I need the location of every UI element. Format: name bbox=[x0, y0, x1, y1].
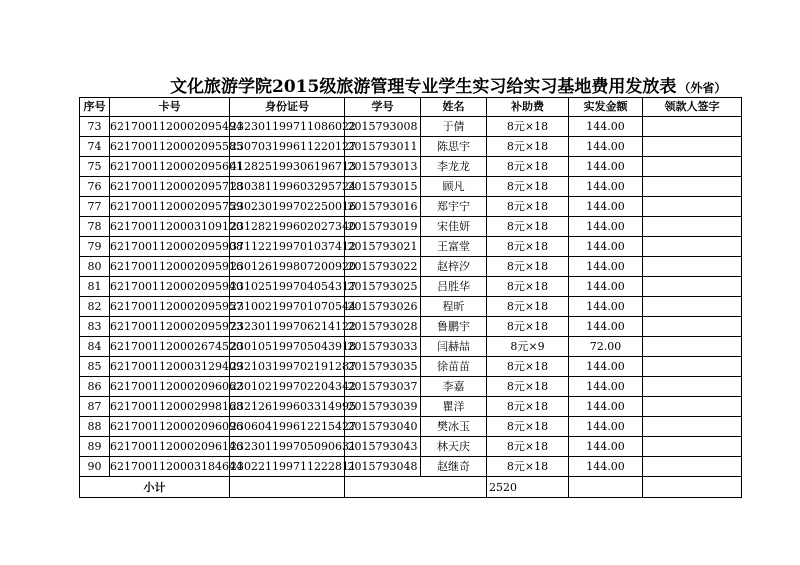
cell-name: 宋佳妍 bbox=[421, 217, 487, 237]
cell-subsidy: 8元×18 bbox=[487, 137, 569, 157]
cell-card: 6217001120002095494 bbox=[110, 117, 230, 137]
cell-amount: 144.00 bbox=[569, 417, 643, 437]
table-row bbox=[80, 177, 742, 197]
header-id: 身份证号 bbox=[230, 98, 345, 117]
cell-subsidy: 8元×18 bbox=[487, 417, 569, 437]
cell-id: 230604199612215427 bbox=[230, 417, 345, 437]
cell-name: 李嘉 bbox=[421, 377, 487, 397]
cell-subsidy: 8元×18 bbox=[487, 297, 569, 317]
cell-name: 王富堂 bbox=[421, 237, 487, 257]
cell-subsidy: 8元×18 bbox=[487, 257, 569, 277]
cell-sid: 2015793021 bbox=[345, 237, 421, 257]
cell-subsidy: 8元×18 bbox=[487, 117, 569, 137]
total-empty-4 bbox=[643, 477, 742, 498]
cell-id: 232301199706214122 bbox=[230, 317, 345, 337]
total-label: 小计 bbox=[80, 477, 230, 498]
cell-name: 李龙龙 bbox=[421, 157, 487, 177]
cell-sid: 2015793013 bbox=[345, 157, 421, 177]
cell-name: 吕胜华 bbox=[421, 277, 487, 297]
cell-card: 6217001120002095718 bbox=[110, 177, 230, 197]
cell-no: 88 bbox=[80, 417, 110, 437]
cell-amount: 144.00 bbox=[569, 357, 643, 377]
table-row bbox=[80, 217, 742, 237]
cell-subsidy: 8元×18 bbox=[487, 317, 569, 337]
cell-card: 6217001120003109120 bbox=[110, 217, 230, 237]
cell-card: 6217001120002095601 bbox=[110, 157, 230, 177]
cell-sid: 2015793019 bbox=[345, 217, 421, 237]
cell-id: 230381199603295724 bbox=[230, 177, 345, 197]
cell-name: 陈思宇 bbox=[421, 137, 487, 157]
cell-subsidy: 8元×18 bbox=[487, 397, 569, 417]
cell-card: 6217001120002998168 bbox=[110, 397, 230, 417]
cell-amount: 144.00 bbox=[569, 117, 643, 137]
cell-amount: 144.00 bbox=[569, 317, 643, 337]
cell-no: 81 bbox=[80, 277, 110, 297]
table-row bbox=[80, 317, 742, 337]
cell-sign bbox=[643, 197, 742, 217]
cell-card: 6217001120002096096 bbox=[110, 417, 230, 437]
cell-sid: 2015793016 bbox=[345, 197, 421, 217]
cell-amount: 144.00 bbox=[569, 197, 643, 217]
cell-sign bbox=[643, 337, 742, 357]
title-main: 文化旅游学院2015级旅游管理专业学生实习给实习基地费用发放表 bbox=[170, 77, 677, 97]
table-row bbox=[80, 257, 742, 277]
total-empty-1 bbox=[230, 477, 345, 498]
cell-card: 6217001120002095759 bbox=[110, 197, 230, 217]
header-amount: 实发金额 bbox=[569, 98, 643, 117]
title-suffix: （外省） bbox=[678, 81, 727, 95]
cell-id: 231282199602027340 bbox=[230, 217, 345, 237]
cell-subsidy: 8元×18 bbox=[487, 217, 569, 237]
cell-amount: 144.00 bbox=[569, 237, 643, 257]
cell-subsidy: 8元×18 bbox=[487, 197, 569, 217]
cell-name: 顾凡 bbox=[421, 177, 487, 197]
cell-sign bbox=[643, 257, 742, 277]
cell-sid: 2015793040 bbox=[345, 417, 421, 437]
cell-sid: 2015793025 bbox=[345, 277, 421, 297]
cell-subsidy: 8元×18 bbox=[487, 457, 569, 477]
cell-card: 6217001120002096146 bbox=[110, 437, 230, 457]
cell-sign bbox=[643, 157, 742, 177]
cell-subsidy: 8元×18 bbox=[487, 237, 569, 257]
cell-subsidy: 8元×18 bbox=[487, 157, 569, 177]
cell-no: 74 bbox=[80, 137, 110, 157]
cell-no: 84 bbox=[80, 337, 110, 357]
cell-sid: 2015793022 bbox=[345, 257, 421, 277]
header-card: 卡号 bbox=[110, 98, 230, 117]
cell-no: 75 bbox=[80, 157, 110, 177]
table-row bbox=[80, 157, 742, 177]
cell-id: 232301199711086022 bbox=[230, 117, 345, 137]
cell-sid: 2015793033 bbox=[345, 337, 421, 357]
total-row bbox=[80, 477, 742, 498]
cell-subsidy: 8元×18 bbox=[487, 357, 569, 377]
cell-sid: 2015793008 bbox=[345, 117, 421, 137]
cell-card: 6217001120002674520 bbox=[110, 337, 230, 357]
cell-subsidy: 8元×9 bbox=[487, 337, 569, 357]
cell-sid: 2015793011 bbox=[345, 137, 421, 157]
cell-id: 230105199705043918 bbox=[230, 337, 345, 357]
table-row bbox=[80, 237, 742, 257]
cell-amount: 144.00 bbox=[569, 377, 643, 397]
cell-card: 6217001120003129409 bbox=[110, 357, 230, 377]
cell-subsidy: 8元×18 bbox=[487, 377, 569, 397]
cell-sid: 2015793015 bbox=[345, 177, 421, 197]
cell-sign bbox=[643, 437, 742, 457]
cell-name: 鲁鹏宇 bbox=[421, 317, 487, 337]
cell-sign bbox=[643, 117, 742, 137]
cell-no: 83 bbox=[80, 317, 110, 337]
table-row bbox=[80, 197, 742, 217]
cell-card: 6217001120002095957 bbox=[110, 297, 230, 317]
header-sid: 学号 bbox=[345, 98, 421, 117]
table-row bbox=[80, 437, 742, 457]
cell-amount: 144.00 bbox=[569, 397, 643, 417]
table-row bbox=[80, 397, 742, 417]
cell-sign bbox=[643, 417, 742, 437]
cell-card: 6217001120002095973 bbox=[110, 317, 230, 337]
cell-name: 闫赫喆 bbox=[421, 337, 487, 357]
cell-sid: 2015793039 bbox=[345, 397, 421, 417]
cell-sid: 2015793035 bbox=[345, 357, 421, 377]
total-empty-3 bbox=[569, 477, 643, 498]
cell-name: 郑宇宁 bbox=[421, 197, 487, 217]
cell-sign bbox=[643, 397, 742, 417]
table-row bbox=[80, 417, 742, 437]
cell-name: 瞿洋 bbox=[421, 397, 487, 417]
cell-no: 82 bbox=[80, 297, 110, 317]
header-subsidy: 补助费 bbox=[487, 98, 569, 117]
header-row bbox=[80, 98, 742, 117]
cell-name: 程昕 bbox=[421, 297, 487, 317]
header-sign: 领款人签字 bbox=[643, 98, 742, 117]
cell-card: 6217001120002095940 bbox=[110, 277, 230, 297]
cell-no: 73 bbox=[80, 117, 110, 137]
cell-sid: 2015793026 bbox=[345, 297, 421, 317]
cell-no: 76 bbox=[80, 177, 110, 197]
cell-card: 6217001120003184644 bbox=[110, 457, 230, 477]
total-empty-2 bbox=[345, 477, 487, 498]
table-row bbox=[80, 337, 742, 357]
cell-amount: 72.00 bbox=[569, 337, 643, 357]
cell-no: 77 bbox=[80, 197, 110, 217]
table-row bbox=[80, 277, 742, 297]
cell-sid: 2015793037 bbox=[345, 377, 421, 397]
cell-no: 79 bbox=[80, 237, 110, 257]
cell-no: 90 bbox=[80, 457, 110, 477]
cell-name: 赵梓汐 bbox=[421, 257, 487, 277]
cell-id: 231025199704054317 bbox=[230, 277, 345, 297]
cell-sign bbox=[643, 137, 742, 157]
table-row bbox=[80, 137, 742, 157]
cell-sign bbox=[643, 237, 742, 257]
cell-no: 86 bbox=[80, 377, 110, 397]
payment-table bbox=[79, 97, 742, 498]
cell-sign bbox=[643, 297, 742, 317]
cell-amount: 144.00 bbox=[569, 437, 643, 457]
cell-amount: 144.00 bbox=[569, 217, 643, 237]
cell-id: 232301199705090631 bbox=[230, 437, 345, 457]
cell-id: 232103199702191287 bbox=[230, 357, 345, 377]
cell-no: 89 bbox=[80, 437, 110, 457]
cell-id: 230230199702250016 bbox=[230, 197, 345, 217]
cell-no: 78 bbox=[80, 217, 110, 237]
cell-card: 6217001120002095908 bbox=[110, 237, 230, 257]
cell-sid: 2015793043 bbox=[345, 437, 421, 457]
cell-amount: 144.00 bbox=[569, 137, 643, 157]
cell-id: 371122199701037412 bbox=[230, 237, 345, 257]
cell-name: 林天庆 bbox=[421, 437, 487, 457]
cell-id: 230126199807200920 bbox=[230, 257, 345, 277]
cell-sign bbox=[643, 177, 742, 197]
cell-name: 于倩 bbox=[421, 117, 487, 137]
cell-sign bbox=[643, 457, 742, 477]
cell-card: 6217001120002095916 bbox=[110, 257, 230, 277]
header-name: 姓名 bbox=[421, 98, 487, 117]
cell-amount: 144.00 bbox=[569, 177, 643, 197]
table-row bbox=[80, 457, 742, 477]
cell-no: 87 bbox=[80, 397, 110, 417]
cell-sid: 2015793048 bbox=[345, 457, 421, 477]
cell-amount: 144.00 bbox=[569, 277, 643, 297]
cell-amount: 144.00 bbox=[569, 457, 643, 477]
cell-id: 231002199701070544 bbox=[230, 297, 345, 317]
table-row bbox=[80, 117, 742, 137]
cell-id: 412825199306196713 bbox=[230, 157, 345, 177]
cell-name: 赵继奇 bbox=[421, 457, 487, 477]
cell-card: 6217001120002096062 bbox=[110, 377, 230, 397]
table-row bbox=[80, 377, 742, 397]
cell-sign bbox=[643, 357, 742, 377]
header-no: 序号 bbox=[80, 98, 110, 117]
cell-sid: 2015793028 bbox=[345, 317, 421, 337]
cell-id: 230703199611220127 bbox=[230, 137, 345, 157]
cell-sign bbox=[643, 317, 742, 337]
cell-id: 230221199711222811 bbox=[230, 457, 345, 477]
cell-amount: 144.00 bbox=[569, 297, 643, 317]
table-row bbox=[80, 297, 742, 317]
table-row bbox=[80, 357, 742, 377]
cell-id: 230102199702204342 bbox=[230, 377, 345, 397]
cell-amount: 144.00 bbox=[569, 157, 643, 177]
cell-subsidy: 8元×18 bbox=[487, 277, 569, 297]
cell-name: 徐苗苗 bbox=[421, 357, 487, 377]
cell-sign bbox=[643, 217, 742, 237]
cell-sign bbox=[643, 277, 742, 297]
cell-subsidy: 8元×18 bbox=[487, 177, 569, 197]
cell-sign bbox=[643, 377, 742, 397]
page-title bbox=[170, 72, 770, 96]
cell-no: 85 bbox=[80, 357, 110, 377]
cell-card: 6217001120002095585 bbox=[110, 137, 230, 157]
cell-subsidy: 8元×18 bbox=[487, 437, 569, 457]
cell-amount: 144.00 bbox=[569, 257, 643, 277]
cell-no: 80 bbox=[80, 257, 110, 277]
cell-id: 232126199603314995 bbox=[230, 397, 345, 417]
total-value: 2520 bbox=[487, 477, 569, 498]
cell-name: 樊冰玉 bbox=[421, 417, 487, 437]
